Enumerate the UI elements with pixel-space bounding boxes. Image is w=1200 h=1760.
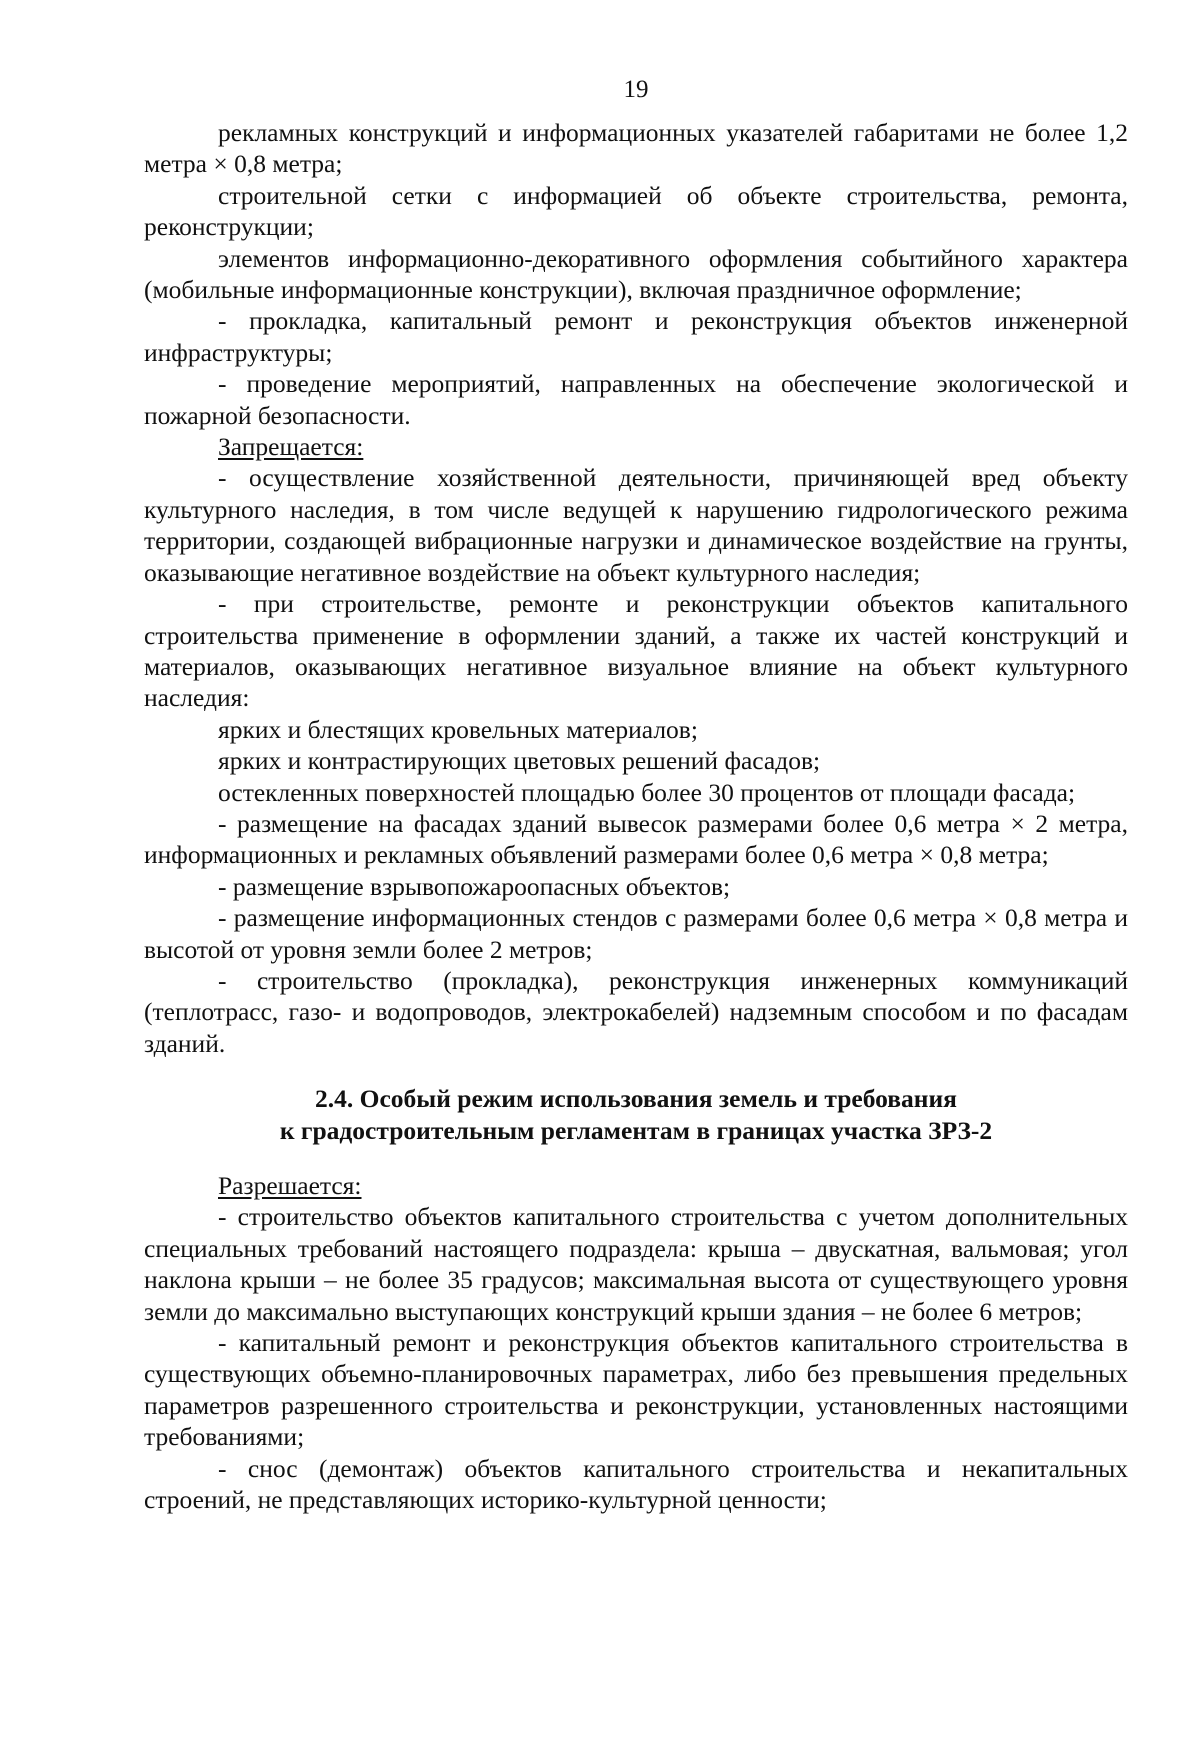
paragraph: остекленных поверхностей площадью более 30 процентов от площади фасада; xyxy=(218,777,1076,807)
paragraph: - размещение информационных стендов с размерами более 0,6 метра × 0,8 метра и высотой от уровня земли более 2 метров; xyxy=(144,903,1128,964)
paragraph: - капитальный ремонт и реконструкция объектов капитального строительства в существующих объемно-планировочных параметрах, либо без превышения предельных параметров разрешенного строительства и реконструкции, установленных настоящими требованиями; xyxy=(144,1328,1128,1452)
paragraph: - при строительстве, ремонте и реконструкции объектов капитального строительства применение в оформлении зданий, а также их частей конструкций и материалов, оказывающих негативное визуальное влияние на объект культурного наследия: xyxy=(144,589,1128,713)
paragraph: - размещение взрывопожароопасных объектов; xyxy=(218,871,731,901)
paragraph: строительной сетки с информацией об объекте строительства, ремонта, реконструкции; xyxy=(144,180,1128,242)
paragraph: - строительство (прокладка), реконструкция инженерных коммуникаций (теплотрасс, газо- и водопроводов, электрокабелей) надземным способом и по фасадам зданий. xyxy=(144,965,1128,1058)
prohibited-label: Запрещается: xyxy=(218,432,364,462)
section-heading-line: 2.4. Особый режим использования земель и требования xyxy=(315,1084,957,1114)
permitted-label: Разрешается: xyxy=(218,1171,362,1200)
paragraph: ярких и блестящих кровельных материалов; xyxy=(218,714,698,744)
paragraph: элементов информационно-декоративного оформления событийного характера (мобильные информационные конструкции), включая праздничное оформление; xyxy=(144,243,1128,305)
paragraph: - снос (демонтаж) объектов капитального строительства и некапитальных строений, не представляющих историко-культурной ценности; xyxy=(144,1453,1128,1515)
paragraph: - прокладка, капитальный ремонт и реконструкция объектов инженерной инфраструктуры; xyxy=(144,306,1128,367)
paragraph: - строительство объектов капитального строительства с учетом дополнительных специальных требований настоящего подраздела: крыша – двускатная, вальмовая; угол наклона крыши – не более 35 градусов; максимальная высота от существующего уровня земли до максимально выступающих конструкций крыши здания – не более 6 метров; xyxy=(144,1202,1128,1326)
paragraph: - размещение на фасадах зданий вывесок размерами более 0,6 метра × 2 метра, информационных и рекламных объявлений размерами более 0,6 метра × 0,8 метра; xyxy=(144,808,1128,870)
paragraph: рекламных конструкций и информационных указателей габаритами не более 1,2 метра × 0,8 метра; xyxy=(144,118,1128,179)
section-heading xyxy=(144,1083,1128,1146)
section-heading-line: к градостроительным регламентам в границах участка ЗРЗ-2 xyxy=(279,1115,993,1145)
paragraph: ярких и контрастирующих цветовых решений фасадов; xyxy=(218,746,821,776)
paragraph: - проведение мероприятий, направленных на обеспечение экологической и пожарной безопасности. xyxy=(144,369,1128,430)
page-number: 19 xyxy=(623,76,649,103)
paragraph: - осуществление хозяйственной деятельности, причиняющей вред объекту культурного наследия, в том числе ведущей к нарушению гидрологического режима территории, создающей вибрационные нагрузки и динамическое воздействие на грунты, оказывающие негативное воздействие на объект культурного наследия; xyxy=(144,463,1128,587)
spacer xyxy=(144,1146,1128,1170)
